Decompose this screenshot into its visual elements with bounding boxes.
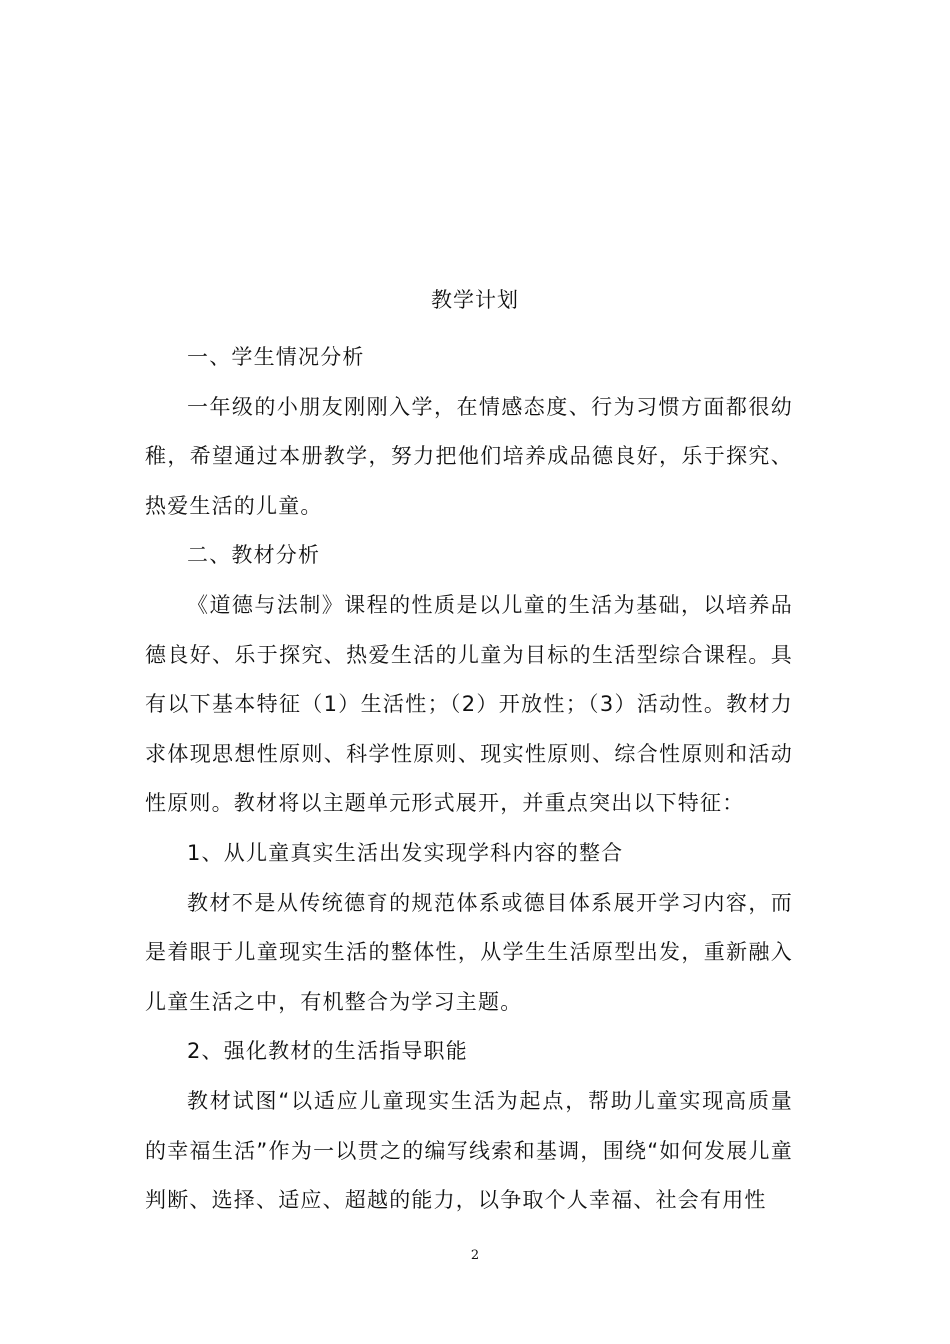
section-heading-student-analysis: 一、学生情况分析 — [187, 345, 365, 369]
document-body — [145, 333, 793, 1226]
section-heading-textbook-analysis: 二、教材分析 — [187, 543, 321, 568]
paragraph-integration: 教材不是从传统德育的规范体系或德目体系展开学习内容，而是着眼于儿童现实生活的整体性，从学生生活原型出发，重新融入儿童生活之中，有机整合为学习主题。 — [145, 890, 793, 1014]
page-number: 2 — [470, 1248, 480, 1263]
paragraph-student-analysis: 一年级的小朋友刚刚入学，在情感态度、行为习惯方面都很幼稚，希望通过本册教学，努力把他们培养成品德良好，乐于探究、热爱生活的儿童。 — [145, 394, 793, 518]
document-title: 教学计划 — [431, 288, 519, 312]
paragraph-life-guidance: 教材试图“以适应儿童现实生活为起点，帮助儿童实现高质量的幸福生活”作为一以贯之的编写线索和基调，围绕“如何发展儿童判断、选择、适应、超越的能力，以争取个人幸福、社会有用性 — [145, 1088, 793, 1213]
paragraph-textbook-analysis: 《道德与法制》课程的性质是以儿童的生活为基础，以培养品德良好、乐于探究、热爱生活的儿童为目标的生活型综合课程。具有以下基本特征（1）生活性；（2）开放性；（3）活动性。教材力求体现思想性原则、科学性原则、现实性原则、综合性原则和活动性原则。教材将以主题单元形式展开，并重点突出以下特征： — [145, 592, 793, 816]
subheading-integration: 1、从儿童真实生活出发实现学科内容的整合 — [187, 840, 624, 865]
subheading-life-guidance: 2、强化教材的生活指导职能 — [187, 1039, 468, 1064]
